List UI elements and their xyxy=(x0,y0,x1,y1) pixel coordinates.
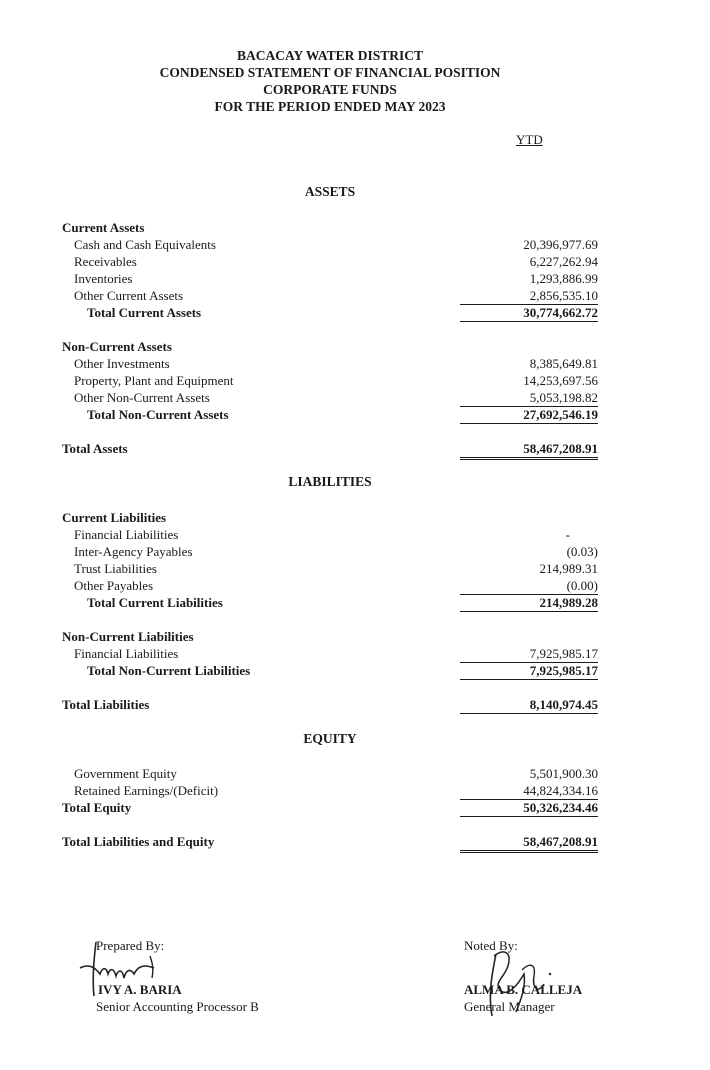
total-amount: 8,140,974.45 xyxy=(529,697,598,712)
line-item-amount: 1,293,886.99 xyxy=(529,271,598,286)
company-name: BACACAY WATER DISTRICT xyxy=(236,48,424,63)
preparer-signature xyxy=(74,938,164,1000)
line-item-label: Trust Liabilities xyxy=(74,561,157,576)
noted-by-label: Noted By: xyxy=(464,938,518,953)
line-item-amount: 214,989.31 xyxy=(539,561,598,576)
section-title-equity: EQUITY xyxy=(303,731,357,746)
line-item xyxy=(62,543,598,560)
line-item-amount: 7,925,985.17 xyxy=(529,646,598,661)
line-item-amount: 6,227,262.94 xyxy=(529,254,598,269)
line-item-label: Cash and Cash Equivalents xyxy=(74,237,216,252)
subtotal-label: Total Non-Current Liabilities xyxy=(87,663,251,678)
line-item-amount: - xyxy=(565,527,570,542)
group-heading-current-liabilities xyxy=(62,509,598,526)
line-item-amount: 44,824,334.16 xyxy=(523,783,598,798)
total-row-equity xyxy=(62,799,598,816)
grand-total-label: Total Liabilities and Equity xyxy=(62,834,215,849)
line-item-label: Other Investments xyxy=(74,356,170,371)
line-item-amount: 8,385,649.81 xyxy=(529,356,598,371)
report-title: CONDENSED STATEMENT OF FINANCIAL POSITION xyxy=(159,65,501,80)
prepared-by-label: Prepared By: xyxy=(96,938,165,953)
line-item-amount: (0.03) xyxy=(566,544,598,559)
line-item xyxy=(62,782,598,799)
manager-position: General Manager xyxy=(464,999,555,1014)
group-heading-noncurrent-liabilities xyxy=(62,628,598,645)
line-item xyxy=(62,526,598,543)
section-title-assets: ASSETS xyxy=(304,184,356,199)
line-item xyxy=(62,645,598,662)
total-row-assets xyxy=(62,440,598,457)
subtotal-row-current-assets xyxy=(62,304,598,321)
section-title-liabilities: LIABILITIES xyxy=(288,474,372,489)
line-item-label: Financial Liabilities xyxy=(74,527,179,542)
subtotal-label: Total Current Liabilities xyxy=(87,595,223,610)
line-item xyxy=(62,765,598,782)
line-item xyxy=(62,253,598,270)
group-heading-label: Non-Current Liabilities xyxy=(62,629,194,644)
grand-total-row xyxy=(62,833,598,850)
line-item-label: Government Equity xyxy=(74,766,177,781)
preparer-position: Senior Accounting Processor B xyxy=(96,999,259,1014)
subtotal-label: Total Current Assets xyxy=(87,305,202,320)
line-item-amount: 2,856,535.10 xyxy=(529,288,598,303)
total-label: Total Assets xyxy=(62,441,128,456)
total-row-liabilities xyxy=(62,696,598,713)
line-item-amount: 20,396,977.69 xyxy=(523,237,598,252)
subtotal-row-current-liabilities xyxy=(62,594,598,611)
total-label: Total Equity xyxy=(62,800,132,815)
subtotal-row-noncurrent-liabilities xyxy=(62,662,598,679)
line-item-label: Property, Plant and Equipment xyxy=(74,373,234,388)
line-item-amount: 5,053,198.82 xyxy=(529,390,598,405)
group-heading-label: Non-Current Assets xyxy=(62,339,172,354)
line-item-label: Other Non-Current Assets xyxy=(74,390,210,405)
subtotal-amount: 7,925,985.17 xyxy=(529,663,598,678)
subtotal-amount: 30,774,662.72 xyxy=(523,305,598,320)
total-amount: 58,467,208.91 xyxy=(523,441,598,456)
line-item-amount: 5,501,900.30 xyxy=(529,766,598,781)
line-item-label: Retained Earnings/(Deficit) xyxy=(74,783,219,798)
line-item xyxy=(62,372,598,389)
manager-signature xyxy=(478,944,558,1022)
line-item xyxy=(62,577,598,594)
report-header xyxy=(0,47,660,115)
line-item-amount: (0.00) xyxy=(566,578,598,593)
subtotal-row-noncurrent-assets xyxy=(62,406,598,423)
group-heading-label: Current Assets xyxy=(62,220,145,235)
subtotal-label: Total Non-Current Assets xyxy=(87,407,229,422)
preparer-name: IVY A. BARIA xyxy=(98,982,182,997)
line-item-amount: 14,253,697.56 xyxy=(523,373,598,388)
line-item xyxy=(62,236,598,253)
line-item-label: Other Payables xyxy=(74,578,154,593)
line-item-label: Financial Liabilities xyxy=(74,646,179,661)
line-item xyxy=(62,270,598,287)
manager-name: ALMA B. CALLEJA xyxy=(464,982,583,997)
fund-name: CORPORATE FUNDS xyxy=(263,82,397,97)
line-item-label: Inter-Agency Payables xyxy=(74,544,193,559)
line-item-label: Inventories xyxy=(74,271,133,286)
total-amount: 50,326,234.46 xyxy=(523,800,598,815)
report-period: FOR THE PERIOD ENDED MAY 2023 xyxy=(214,99,446,114)
column-header-ytd: YTD xyxy=(516,132,543,147)
total-label: Total Liabilities xyxy=(62,697,150,712)
line-item-label: Other Current Assets xyxy=(74,288,184,303)
subtotal-amount: 27,692,546.19 xyxy=(523,407,598,422)
group-heading-current-assets xyxy=(62,219,598,236)
line-item xyxy=(62,287,598,304)
line-item xyxy=(62,560,598,577)
line-item xyxy=(62,389,598,406)
group-heading-label: Current Liabilities xyxy=(62,510,167,525)
line-item-label: Receivables xyxy=(74,254,137,269)
subtotal-amount: 214,989.28 xyxy=(539,595,598,610)
group-heading-noncurrent-assets xyxy=(62,338,598,355)
grand-total-amount: 58,467,208.91 xyxy=(523,834,598,849)
line-item xyxy=(62,355,598,372)
